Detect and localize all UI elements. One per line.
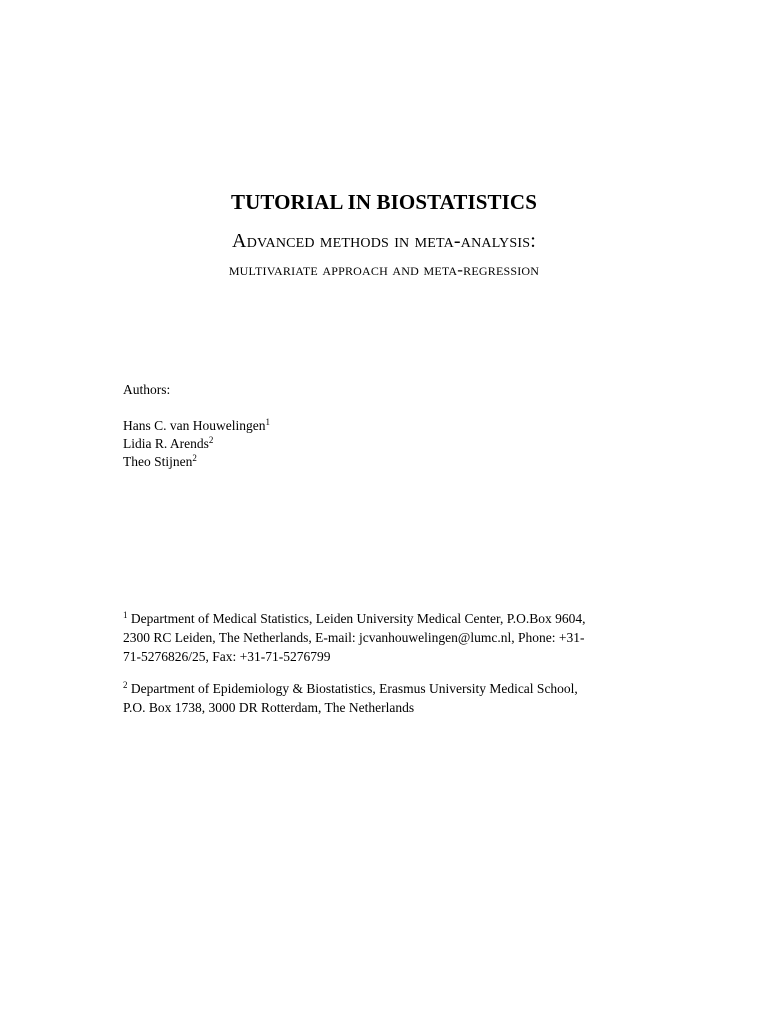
affiliation-text: Department of Medical Statistics, Leiden University Medical Center, P.O.Box 9604,	[130, 611, 586, 626]
author-1	[123, 417, 270, 435]
authors-label: Authors:	[123, 382, 171, 397]
affiliation-mark: 1	[123, 610, 128, 620]
affiliation-line	[123, 609, 663, 628]
affiliation-1	[123, 609, 663, 666]
author-name: Hans C. van Houwelingen	[123, 418, 266, 433]
author-affiliation-mark: 2	[208, 435, 214, 445]
author-affiliation-mark: 1	[265, 417, 270, 427]
document-title: TUTORIAL IN BIOSTATISTICS	[231, 190, 537, 214]
affiliation-text: Department of Epidemiology & Biostatistics, Erasmus University Medical School,	[130, 681, 578, 696]
affiliation-line: 71-5276826/25, Fax: +31-71-5276799	[123, 649, 331, 664]
affiliation-mark: 2	[123, 680, 128, 690]
affiliation-line	[123, 679, 663, 698]
document-subtitle-line-1: Advanced methods in meta-analysis:	[232, 230, 536, 252]
affiliation-line: 2300 RC Leiden, The Netherlands, E-mail: jcvanhouwelingen@lumc.nl, Phone: +31-	[123, 630, 585, 645]
author-name: Theo Stijnen	[123, 454, 193, 469]
author-2	[123, 435, 213, 453]
affiliation-2	[123, 679, 663, 717]
author-affiliation-mark: 2	[192, 453, 197, 463]
author-3	[123, 453, 197, 471]
affiliation-line: P.O. Box 1738, 3000 DR Rotterdam, The Netherlands	[123, 700, 415, 715]
author-name: Lidia R. Arends	[123, 436, 209, 451]
document-subtitle-line-2: multivariate approach and meta-regression	[228, 260, 540, 279]
